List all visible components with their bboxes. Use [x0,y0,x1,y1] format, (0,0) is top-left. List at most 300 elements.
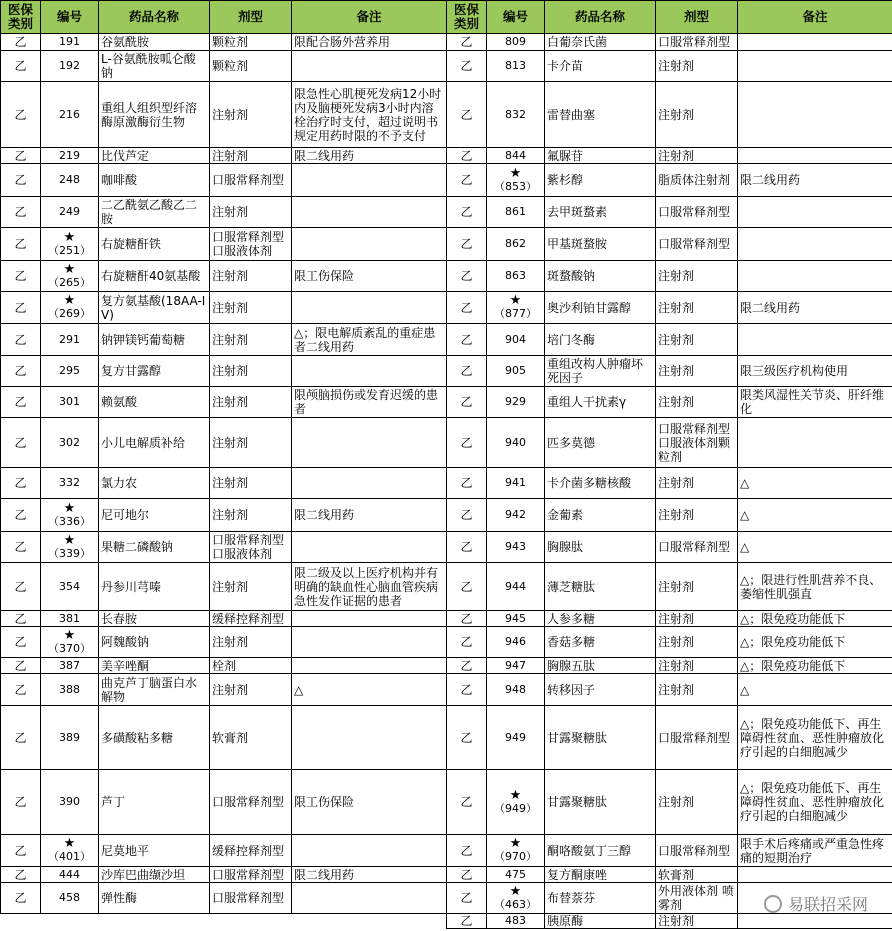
remarks-cell [738,418,892,468]
left-table-body [1,34,447,914]
remarks-cell [292,532,447,563]
category-cell: 乙 [447,563,487,611]
code-text: （265） [48,275,91,289]
code-text: （370） [48,641,91,655]
code-cell [41,658,99,674]
code-cell [41,867,99,883]
drug-name-cell: 小儿电解质补给 [99,418,210,468]
category-cell: 乙 [1,197,41,228]
category-cell: 乙 [1,674,41,706]
code-cell [487,261,545,292]
table-row [447,563,892,611]
code-text: （401） [48,850,91,863]
table-row [447,261,892,292]
star-icon: ★ [63,229,76,245]
remarks-cell [738,51,892,82]
code-text: （970） [494,850,537,863]
category-cell: 乙 [1,148,41,164]
table-row [1,770,447,835]
remarks-cell [738,228,892,261]
dosage-form-cell: 注射剂 [210,261,292,292]
remarks-cell [292,164,447,197]
category-cell: 乙 [1,51,41,82]
star-icon: ★ [509,883,522,899]
category-cell: 乙 [447,51,487,82]
code-cell [487,51,545,82]
dosage-form-cell: 注射剂 [210,197,292,228]
category-cell: 乙 [447,261,487,292]
drug-name-cell: 培门冬酶 [545,324,656,356]
category-cell: 乙 [447,770,487,835]
code-text: 291 [59,332,80,346]
table-row [1,835,447,867]
code-text: 904 [505,332,526,346]
code-text: 302 [59,435,80,449]
drug-name-cell: 香菇多糖 [545,627,656,658]
dosage-form-cell: 注射剂 [656,356,738,387]
dosage-form-cell: 注射剂 [656,148,738,164]
dosage-form-cell: 注射剂 [210,627,292,658]
dosage-form-cell: 注射剂 [210,418,292,468]
drug-name-cell: 酮咯酸氨丁三醇 [545,835,656,867]
remarks-cell: 限二线用药 [738,292,892,324]
category-cell: 乙 [447,292,487,324]
remarks-cell [738,261,892,292]
code-cell [487,418,545,468]
remarks-cell [738,34,892,51]
category-cell: 乙 [447,356,487,387]
category-cell: 乙 [447,867,487,883]
code-text: （339） [48,546,91,560]
table-row [447,835,892,867]
drug-name-cell: 咖啡酸 [99,164,210,197]
header-dosage-form: 剂型 [210,1,292,34]
category-cell: 乙 [447,164,487,197]
table-row [447,292,892,324]
code-cell [487,356,545,387]
remarks-cell: △；限免疫功能低下 [738,658,892,674]
table-row [1,356,447,387]
drug-name-cell: 重组人干扰素γ [545,387,656,418]
table-row [447,197,892,228]
category-cell: 乙 [447,228,487,261]
dosage-form-cell: 注射剂 [656,261,738,292]
code-text: 458 [59,891,80,904]
dosage-form-cell: 注射剂 [656,658,738,674]
category-cell: 乙 [447,468,487,499]
dosage-form-cell: 注射剂 [210,356,292,387]
code-text: 942 [505,508,526,521]
drug-name-cell: 果糖二磷酸钠 [99,532,210,563]
code-cell [41,34,99,51]
category-cell: 乙 [1,387,41,418]
header-dosage-form: 剂型 [656,1,738,34]
dosage-form-cell: 口服常释剂型 [210,770,292,835]
code-text: 301 [59,395,80,408]
code-text: 444 [59,867,80,881]
category-cell: 乙 [1,770,41,835]
code-cell [487,914,545,929]
code-text: 219 [59,148,80,162]
code-text: （269） [48,307,91,320]
code-cell [487,34,545,51]
code-cell [41,627,99,658]
table-row [447,770,892,835]
header-category: 医保类别 [447,1,487,34]
code-cell [487,532,545,563]
code-cell [41,532,99,563]
dosage-form-cell: 注射剂 [210,387,292,418]
category-cell: 乙 [1,418,41,468]
dosage-form-cell: 口服常释剂型 [656,34,738,51]
table-row [1,468,447,499]
table-row [1,164,447,197]
dosage-form-cell: 口服常释剂型 [656,706,738,770]
remarks-cell: 限手术后疼痛或严重急性疼痛的短期治疗 [738,835,892,867]
dosage-form-cell: 口服常释剂型 [656,197,738,228]
code-cell [41,164,99,197]
right-table-body [447,34,892,929]
remarks-cell [292,658,447,674]
drug-name-cell: 弹性酶 [99,883,210,914]
code-text: 905 [505,364,526,377]
drug-name-cell: 奥沙利铂甘露醇 [545,292,656,324]
drug-name-cell: 金葡素 [545,499,656,532]
remarks-cell [292,292,447,324]
code-text: 946 [505,635,526,648]
drug-name-cell: 右旋糖酐铁 [99,228,210,261]
code-cell [487,674,545,706]
code-text: 941 [505,476,526,489]
drug-name-cell: 卡介苗 [545,51,656,82]
code-cell [487,867,545,883]
code-cell [487,292,545,324]
code-text: 813 [505,59,526,72]
dosage-form-cell: 口服常释剂型 [210,867,292,883]
code-cell [41,292,99,324]
dosage-form-cell: 颗粒剂 [210,34,292,51]
code-text: 862 [505,237,526,250]
code-cell [487,883,545,914]
table-row [447,468,892,499]
star-icon: ★ [63,836,76,851]
drug-name-cell: 甘露聚糖肽 [545,770,656,835]
drug-name-cell: 复方甘露醇 [99,356,210,387]
category-cell: 乙 [1,611,41,627]
code-text: 949 [505,730,526,744]
drug-name-cell: 谷氨酰胺 [99,34,210,51]
code-cell [41,611,99,627]
table-row [447,51,892,82]
remarks-cell: 限急性心肌梗死发病12小时内及脑梗死发病3小时内溶栓治疗时支付，超过说明书规定用药时限的不予支付 [292,82,447,148]
table-row [1,418,447,468]
code-text: 381 [59,611,80,625]
code-text: 387 [59,658,80,672]
table-row [1,197,447,228]
dosage-form-cell: 口服常释剂型 [210,883,292,914]
category-cell: 乙 [447,883,487,914]
remarks-cell [292,627,447,658]
drug-name-cell: 重组改构人肿瘤坏死因子 [545,356,656,387]
star-icon: ★ [509,165,522,181]
table-row [1,674,447,706]
dosage-form-cell: 注射剂 [210,674,292,706]
drug-name-cell: 丹参川芎嗪 [99,563,210,611]
dosage-form-cell: 栓剂 [210,658,292,674]
table-row [1,706,447,770]
dosage-form-cell: 注射剂 [656,914,738,929]
table-row [447,532,892,563]
code-text: 475 [505,867,526,881]
code-cell [487,164,545,197]
table-row [1,324,447,356]
category-cell: 乙 [447,706,487,770]
category-cell: 乙 [1,835,41,867]
table-row [447,867,892,883]
code-cell [41,883,99,914]
table-row [447,387,892,418]
drug-name-cell: 紫杉醇 [545,164,656,197]
remarks-cell: 限二线用药 [738,164,892,197]
drug-name-cell: 胰原酶 [545,914,656,929]
dosage-form-cell: 口服常释剂型 [656,532,738,563]
remarks-cell: 限配合肠外营养用 [292,34,447,51]
table-row [447,499,892,532]
drug-name-cell: 白葡奈氏菌 [545,34,656,51]
category-cell: 乙 [1,324,41,356]
table-row [1,34,447,51]
category-cell: 乙 [1,356,41,387]
drug-name-cell: 人参多糖 [545,611,656,627]
remarks-cell [292,228,447,261]
table-row [1,148,447,164]
star-icon: ★ [509,293,522,308]
remarks-cell [292,706,447,770]
star-icon: ★ [509,787,522,803]
category-cell: 乙 [447,324,487,356]
dosage-form-cell: 注射剂 [656,51,738,82]
code-text: 861 [505,205,526,218]
table-row [1,51,447,82]
code-cell [487,228,545,261]
category-cell: 乙 [1,261,41,292]
remarks-cell: △；限进行性肌营养不良、萎缩性肌强直 [738,563,892,611]
drug-name-cell: 长春胺 [99,611,210,627]
code-text: 863 [505,269,526,282]
code-text: 944 [505,579,526,593]
code-text: 389 [59,730,80,744]
category-cell: 乙 [1,627,41,658]
code-text: 390 [59,795,80,808]
dosage-form-cell: 注射剂 [656,468,738,499]
code-cell [41,197,99,228]
dosage-form-cell: 软膏剂 [210,706,292,770]
category-cell: 乙 [1,82,41,148]
drug-name-cell: 氟脲苷 [545,148,656,164]
category-cell: 乙 [447,418,487,468]
watermark-text: 易联招采网 [787,895,868,914]
remarks-cell [292,835,447,867]
remarks-cell [292,51,447,82]
remarks-cell [738,867,892,883]
code-cell [41,499,99,532]
category-cell: 乙 [1,499,41,532]
code-cell [487,197,545,228]
remarks-cell [738,324,892,356]
table-row [447,706,892,770]
code-cell [41,82,99,148]
category-cell: 乙 [447,835,487,867]
drug-name-cell: 胸腺五肽 [545,658,656,674]
remarks-cell: △ [738,468,892,499]
dosage-form-cell: 注射剂 [656,674,738,706]
drug-name-cell: 薄芝糖肽 [545,563,656,611]
drug-table-left [0,0,447,914]
remarks-cell: △；限免疫功能低下 [738,627,892,658]
code-text: （877） [494,307,537,320]
code-cell [41,356,99,387]
category-cell: 乙 [1,468,41,499]
star-icon: ★ [63,293,76,308]
table-row [447,914,892,929]
remarks-cell: 限类风湿性关节炎、肝纤维化 [738,387,892,418]
drug-name-cell: 氯力农 [99,468,210,499]
dosage-form-cell: 注射剂 [210,82,292,148]
dosage-form-cell: 注射剂 [656,563,738,611]
dosage-form-cell: 外用液体剂 喷雾剂 [656,883,738,914]
code-text: 192 [59,59,80,72]
code-text: 295 [59,364,80,377]
code-cell [41,835,99,867]
code-text: 947 [505,658,526,672]
drug-name-cell: 匹多莫德 [545,418,656,468]
table-row [1,292,447,324]
table-row [447,356,892,387]
drug-name-cell: 二乙酰氨乙酸乙二胺 [99,197,210,228]
table-row [1,499,447,532]
table-row [1,883,447,914]
header-code: 编号 [487,1,545,34]
code-text: 483 [505,914,526,927]
remarks-cell: △；限免疫功能低下、再生障碍性贫血、恶性肿瘤放化疗引起的白细胞减少 [738,706,892,770]
dosage-form-cell: 注射剂 [656,499,738,532]
table-row [447,611,892,627]
header-drug-name: 药品名称 [545,1,656,34]
drug-name-cell: L-谷氨酰胺呱仑酸钠 [99,51,210,82]
code-text: 948 [505,682,526,696]
code-cell [41,261,99,292]
drug-name-cell: 甲基斑蝥胺 [545,228,656,261]
code-text: 809 [505,35,526,48]
dosage-form-cell: 注射剂 [656,627,738,658]
table-row [447,418,892,468]
remarks-cell: 限二级及以上医疗机构并有明确的缺血性心脑血管疾病急性发作证据的患者 [292,563,447,611]
remarks-cell: 限工伤保险 [292,770,447,835]
code-text: （336） [48,514,91,528]
code-cell [487,658,545,674]
table-row [447,34,892,51]
code-text: 940 [505,435,526,449]
drug-name-cell: 赖氨酸 [99,387,210,418]
drug-name-cell: 美辛唑酮 [99,658,210,674]
category-cell: 乙 [447,532,487,563]
remarks-cell [292,356,447,387]
code-text: 945 [505,611,526,625]
remarks-cell: 限二线用药 [292,867,447,883]
code-text: （463） [494,897,537,911]
code-text: 191 [59,35,80,48]
remarks-cell: △ [292,674,447,706]
drug-name-cell: 尼可地尔 [99,499,210,532]
code-cell [41,387,99,418]
category-cell: 乙 [1,883,41,914]
code-text: 249 [59,205,80,218]
code-cell [41,228,99,261]
header-drug-name: 药品名称 [99,1,210,34]
code-cell [41,706,99,770]
code-cell [487,770,545,835]
drug-table-right [446,0,892,929]
category-cell: 乙 [447,34,487,51]
category-cell: 乙 [447,148,487,164]
drug-name-cell: 胸腺肽 [545,532,656,563]
code-cell [487,706,545,770]
remarks-cell: 限颅脑损伤或发育迟缓的患者 [292,387,447,418]
code-cell [41,770,99,835]
table-row [447,82,892,148]
remarks-cell: 限三级医疗机构使用 [738,356,892,387]
category-cell: 乙 [1,228,41,261]
dosage-form-cell: 注射剂 [656,324,738,356]
drug-name-cell: 沙库巴曲缬沙坦 [99,867,210,883]
dosage-form-cell: 注射剂 [656,82,738,148]
star-icon: ★ [63,261,76,277]
remarks-cell [738,197,892,228]
table-row [1,261,447,292]
code-text: 844 [505,148,526,162]
dosage-form-cell: 口服常释剂型 口服液体剂 [210,228,292,261]
drug-name-cell: 钠钾镁钙葡萄糖 [99,324,210,356]
code-text: 929 [505,395,526,408]
header-remarks: 备注 [292,1,447,34]
drug-name-cell: 雷替曲塞 [545,82,656,148]
category-cell: 乙 [447,387,487,418]
remarks-cell: 限工伤保险 [292,261,447,292]
drug-name-cell: 阿魏酸钠 [99,627,210,658]
star-icon: ★ [63,532,76,548]
remarks-cell: △；限免疫功能低下 [738,611,892,627]
remarks-cell [738,82,892,148]
code-text: 943 [505,540,526,553]
drug-name-cell: 多磺酸粘多糖 [99,706,210,770]
table-row [447,324,892,356]
code-cell [487,627,545,658]
remarks-cell [738,914,892,929]
remarks-cell [738,883,892,914]
table-row [1,82,447,148]
drug-name-cell: 布替萘芬 [545,883,656,914]
code-cell [41,324,99,356]
code-cell [487,499,545,532]
code-cell [487,835,545,867]
code-cell [487,468,545,499]
dosage-form-cell: 脂质体注射剂 [656,164,738,197]
table-row [1,658,447,674]
drug-name-cell: 尼莫地平 [99,835,210,867]
table-row [447,674,892,706]
remarks-cell: △；限免疫功能低下、再生障碍性贫血、恶性肿瘤放化疗引起的白细胞减少 [738,770,892,835]
drug-name-cell: 复方酮康唑 [545,867,656,883]
